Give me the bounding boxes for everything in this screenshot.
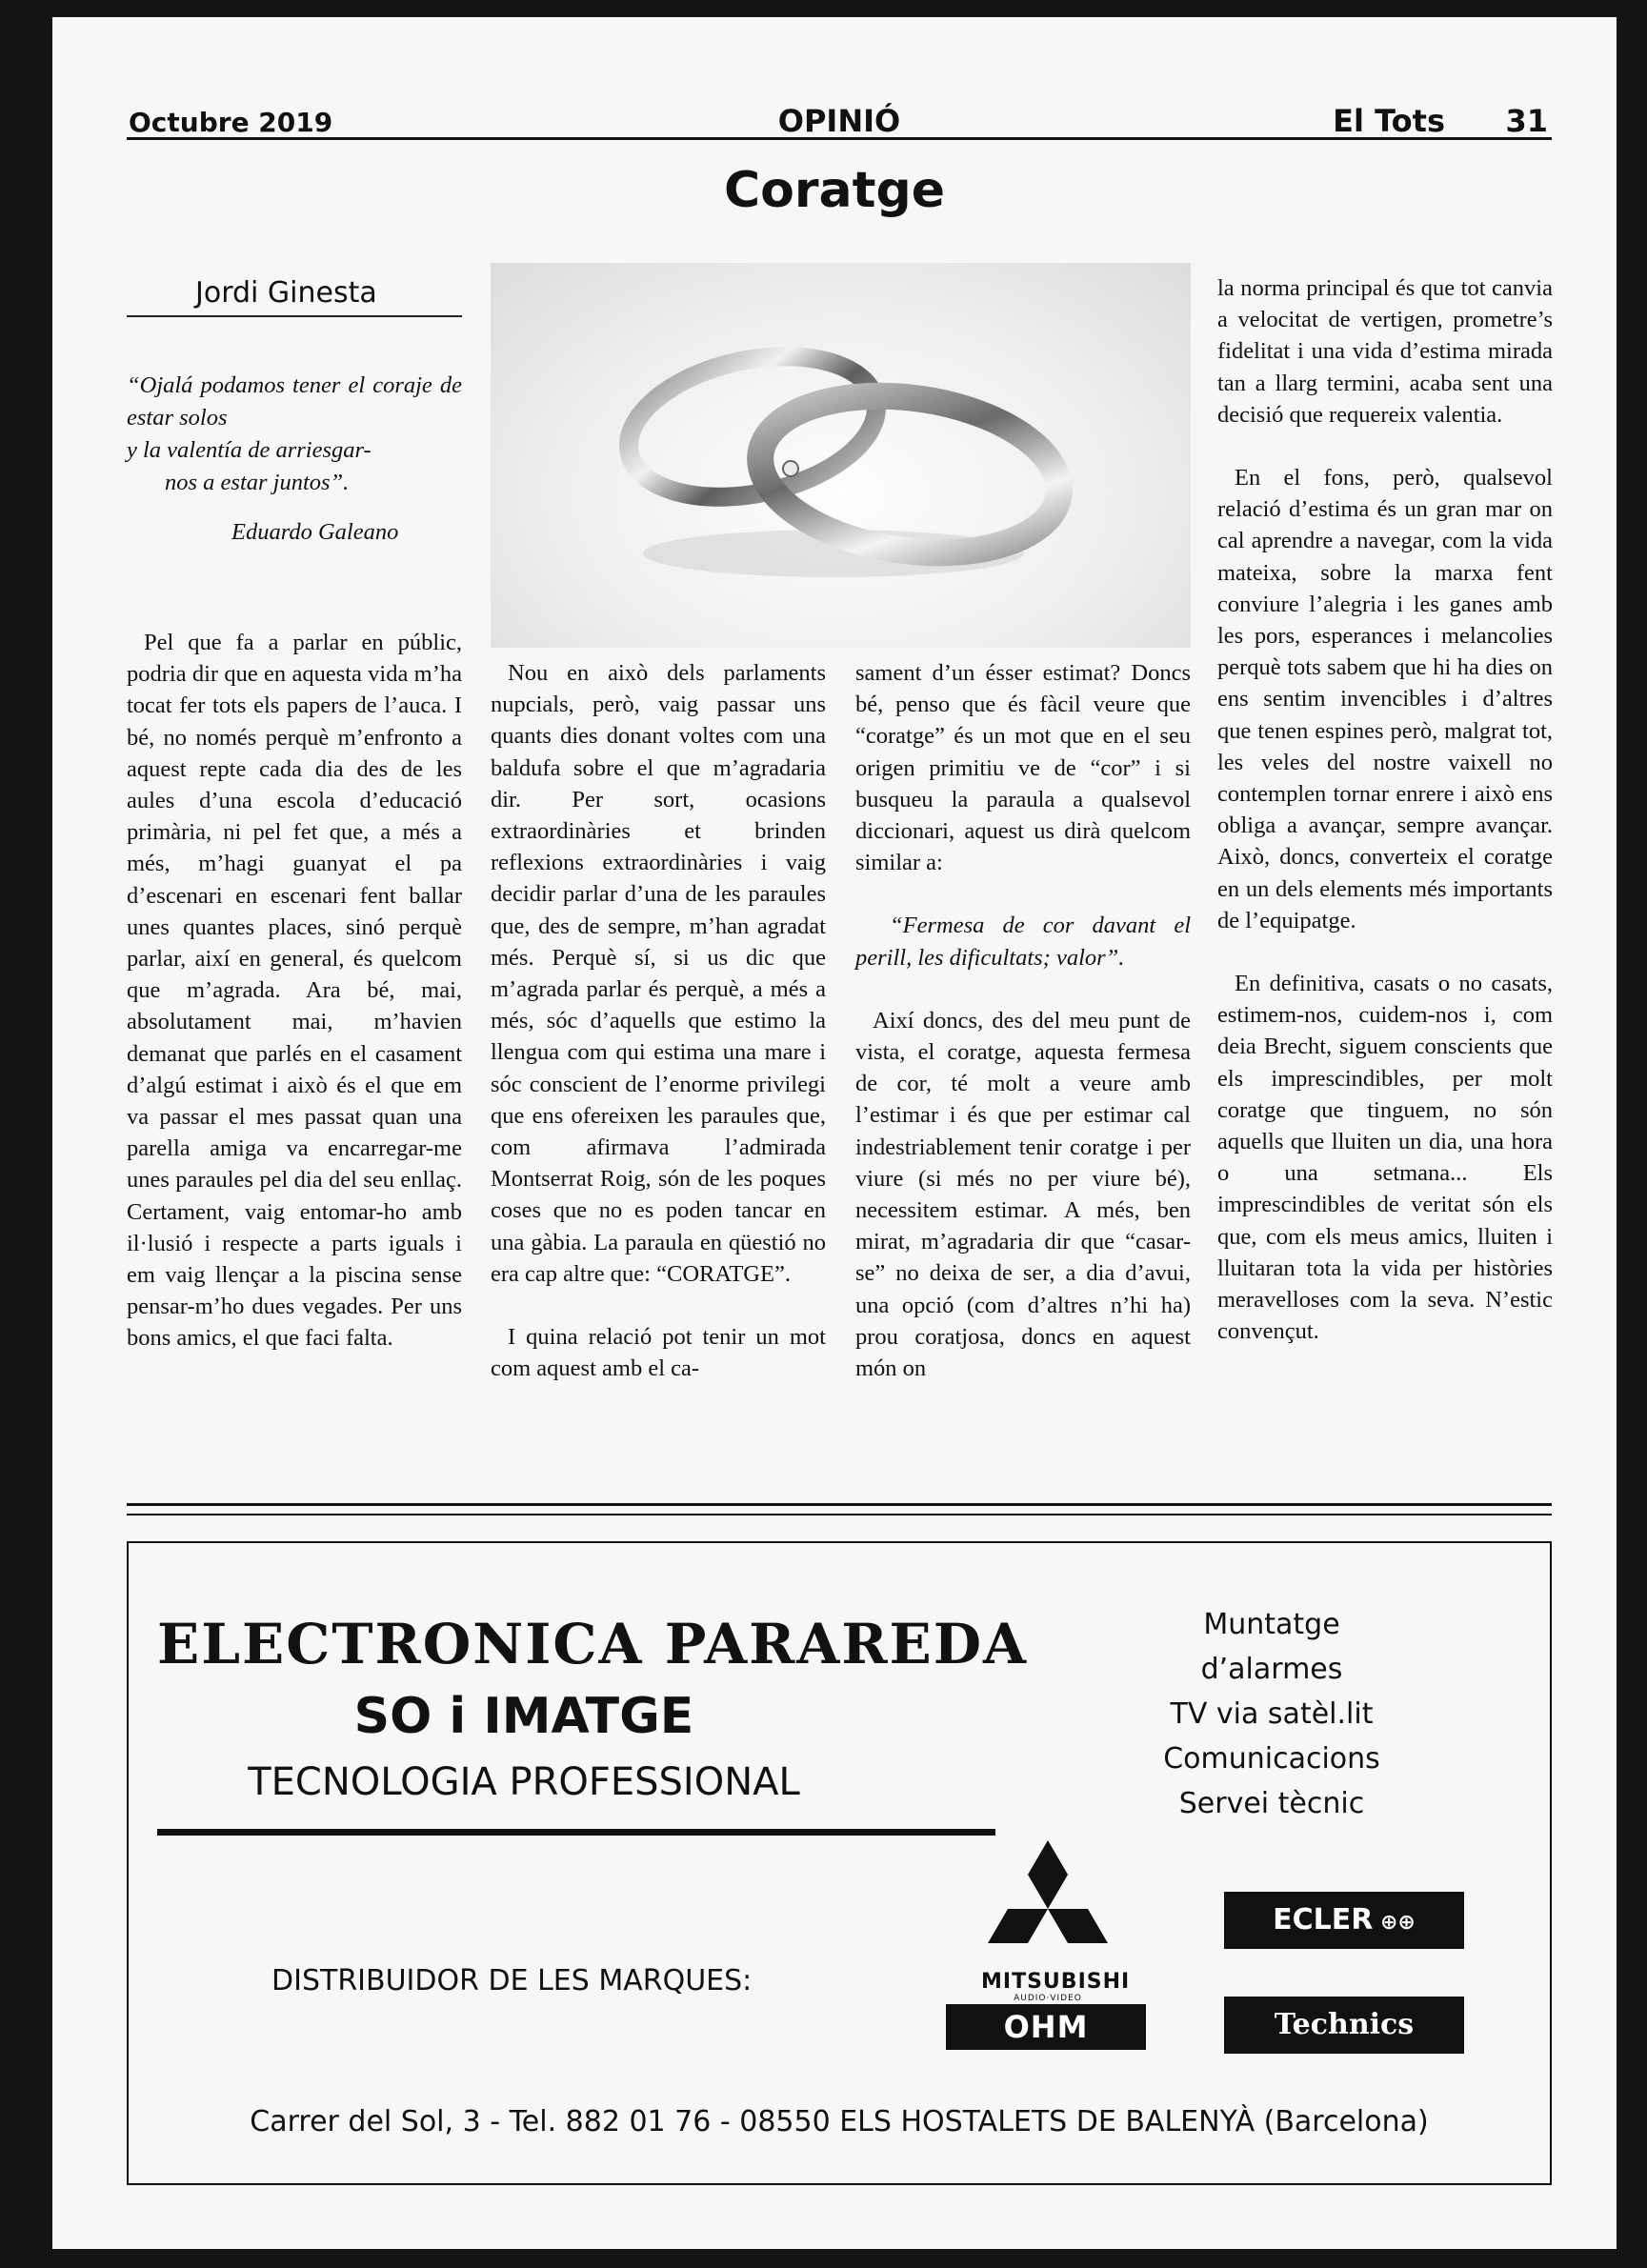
ad-tagline: SO i IMATGE	[353, 1688, 694, 1745]
article-column-1	[127, 627, 462, 1355]
mitsubishi-subline: AUDIO·VIDEO	[1014, 1994, 1082, 2003]
article-quote: “Fermesa de cor davant el perill, les dificultats; valor”.	[855, 913, 1191, 971]
article-paragraph: Així doncs, des del meu punt de vista, el coratge, aquesta fermesa de cor, té molt a veure amb l’estimar i és que per estimar cal indestriablement tenir coratge i per viure (si més no per viure bé), necessitem estimar. A més, ben mirat, m’agradaria dir que “casar-se” no deixa de ser, a dia d’avui, una opció (com d’altres n’hi ha) prou coratjosa, doncs en aquest món on	[855, 1007, 1191, 1382]
ad-company-name: ELECTRONICA PARAREDA	[157, 1612, 1029, 1676]
article-paragraph: sament d’un ésser estimat? Doncs bé, penso que és fàcil veure que “coratge” és un mot que en el seu origen primitiu ve de “cor” i si busqueu la paraula a qualsevol diccionari, aquest us dirà quelcom similar a:	[855, 660, 1191, 876]
article-paragraph: En definitiva, casats o no casats, estimem-nos, cuidem-nos i, com deia Brecht, siguem conscients que els imprescindibles, per molt coratge que tinguem, no són aquells que lluiten un dia, una hora o una setmana... Els imprescindibles de veritat són els que, com els meus amics, lluiten i lluitaran tota la vida per històries meravelloses com la seva. N’estic convençut.	[1217, 971, 1553, 1345]
epigraph	[127, 370, 462, 549]
page-header	[127, 91, 1552, 140]
article-title: Coratge	[724, 162, 945, 219]
advertisement	[127, 1541, 1552, 2185]
article-paragraph: Nou en això dels parlaments nupcials, però, vaig passar uns quants dies donant voltes com una baldufa sobre el que m’agradaria dir. Per sort, ocasions extraordinàries et brinden reflexions extraordinàries i vaig decidir parlar d’una de les paraules que, des de sempre, m’han agradat més. Perquè sí, si us dic que m’agrada parlar és perquè, a més a més, sóc d’aquells que estimo la llengua com qui estima una mare i sóc conscient de l’enorme privilegi que ens ofereixen les paraules que, com afirmava l’admirada Montserrat Roig, són de les poques coses que no es poden tancar en una gàbia. La paraula en qüestió no era cap altre que: “CORATGE”.	[491, 660, 826, 1287]
article-paragraph: la norma principal és que tot canvia a velocitat de vertigen, prometre’s fidelitat i una vida d’estima mirada tan a llarg termini, acaba sent una decisió que requereix valentia.	[1217, 275, 1553, 428]
ad-services	[1129, 1602, 1415, 1826]
epigraph-line: nos a estar juntos”.	[165, 470, 350, 495]
magazine-page	[52, 17, 1617, 2249]
mitsubishi-diamonds-icon	[986, 1838, 1110, 1962]
technics-logo: Technics	[1224, 1997, 1464, 2054]
publication-name: El Tots	[1333, 103, 1445, 139]
mitsubishi-wordmark: MITSUBISHI	[981, 1970, 1131, 1994]
article-column-4	[1217, 272, 1553, 1348]
issue-date: Octubre 2019	[129, 107, 333, 138]
wedding-rings-illustration	[491, 263, 1191, 648]
epigraph-attribution: Eduardo Galeano	[231, 519, 399, 545]
article-paragraph: En el fons, però, qualsevol relació d’estima és un gran mar on cal aprendre a navegar, com la vida mateixa, sobre la marxa fent conviure l’alegria i les ganes amb les pors, esperances i melancolies perquè tots sabem que hi ha dies on ens sentim invencibles i d’altres que tenen espines però, malgrat tot, les veles del nostre vaixell no contemplen tornar enrere i això ens obliga a avançar, sempre avançar. Això, doncs, converteix el coratge en un dels elements més importants de l’equipatge.	[1217, 465, 1553, 933]
mitsubishi-logo	[981, 1838, 1131, 2003]
ohm-logo: OHM	[946, 2004, 1146, 2050]
section-divider	[127, 1503, 1552, 1515]
section-title: OPINIÓ	[777, 103, 901, 139]
article-paragraph: Pel que fa a parlar en públic, podria dir que en aquesta vida m’ha tocat fer tots els papers de l’auca. I bé, no només perquè m’enfronto a aquest repte cada dia des de les aules d’una escola d’educació primària, ni pel fet que, a més a més, m’hagi guanyat el pa d’escenari en escenari fent ballar unes quantes places, sinó perquè parlar, així en general, és quelcom que m’agrada. Ara bé, mai, absolutament mai, m’havien demanat que parlés en el casament d’algú estimat i això és el que em va passar el mes passat quan una parella amiga va encarregar-me unes paraules pel dia del seu enllaç. Certament, vaig entomar-ho amb il·lusió i respecte a parts iguals i em vaig llençar a la piscina sense pensar-m’ho dues vegades. Per uns bons amics, el que faci falta.	[127, 630, 462, 1352]
ad-service-item: Comunicacions	[1163, 1742, 1380, 1776]
ad-address: Carrer del Sol, 3 - Tel. 882 01 76 - 08550 ELS HOSTALETS DE BALENYÀ (Barcelona)	[250, 2105, 1429, 2138]
ecler-wordmark: ECLER	[1273, 1903, 1374, 1937]
epigraph-line: “Ojalá podamos tener el coraje de estar solos	[127, 372, 462, 431]
ad-service-item: TV via satèl.lit	[1170, 1697, 1374, 1731]
ad-rule	[157, 1829, 995, 1836]
article-paragraph: I quina relació pot tenir un mot com aquest amb el ca-	[491, 1324, 826, 1382]
page-number: 31	[1505, 103, 1548, 139]
ecler-logo	[1224, 1892, 1464, 1949]
ad-service-item: Muntatge d’alarmes	[1200, 1608, 1343, 1686]
ecler-rings-icon: ⊕⊕	[1373, 1911, 1416, 1935]
ad-distributor-label: DISTRIBUIDOR DE LES MARQUES:	[271, 1964, 753, 1997]
epigraph-line: y la valentía de arriesgar-	[127, 437, 372, 463]
ad-service-item: Servei tècnic	[1178, 1787, 1365, 1820]
article-column-3	[855, 657, 1191, 1384]
article-author: Jordi Ginesta	[127, 276, 462, 317]
article-column-2	[491, 657, 826, 1384]
ad-subtagline: TECNOLOGIA PROFESSIONAL	[248, 1760, 800, 1804]
wedding-rings-photo	[491, 263, 1191, 648]
